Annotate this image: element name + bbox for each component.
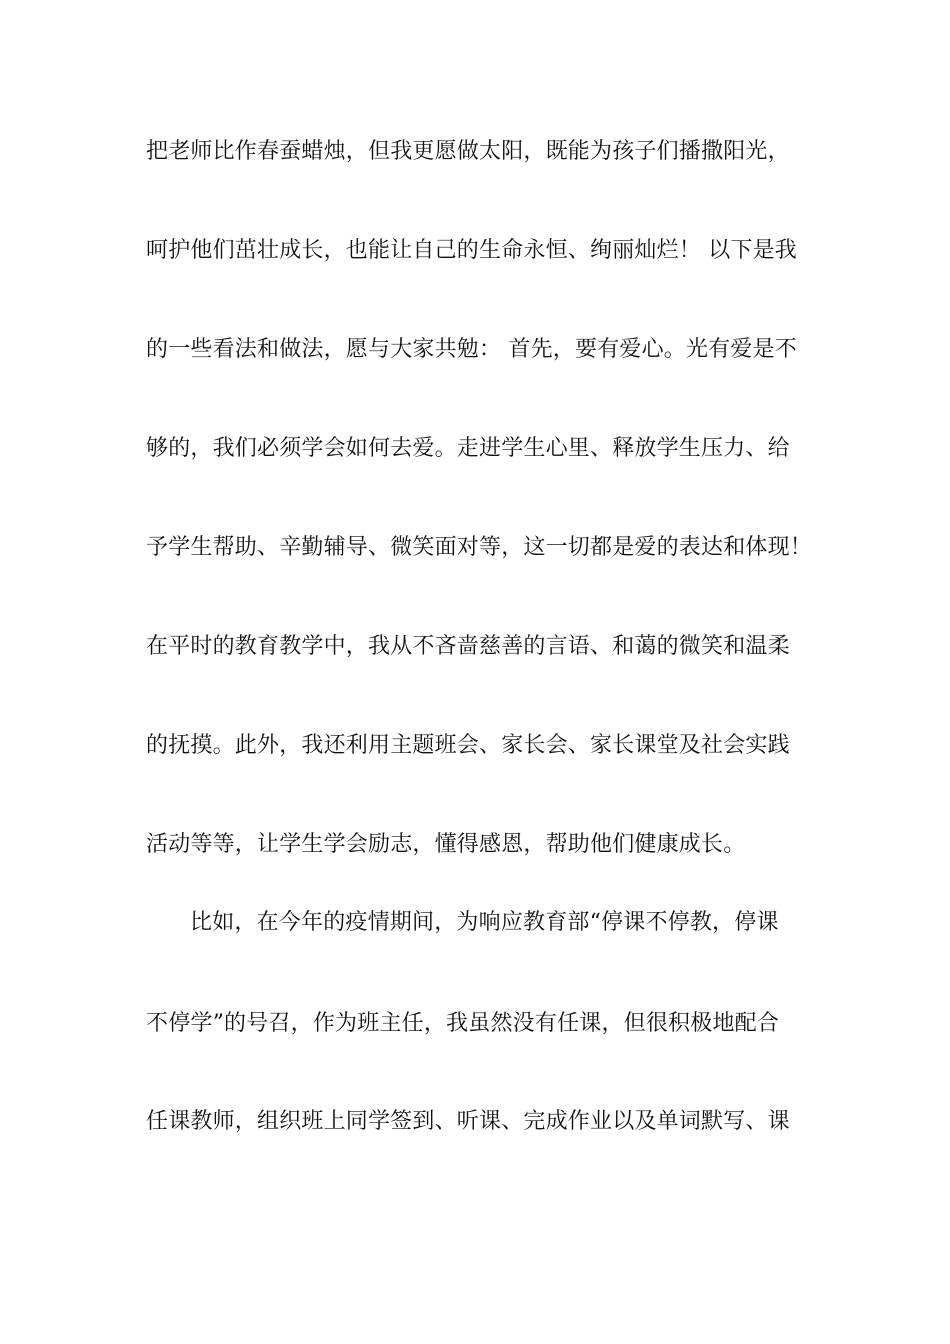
text-line: 任课教师，组织班上同学签到、听课、完成作业以及单词默写、课: [146, 1109, 790, 1134]
text-line: 予学生帮助、辛勤辅导、微笑面对等，这一切都是爱的表达和体现！: [146, 535, 813, 560]
text-line: 的抚摸。此外，我还利用主题班会、家长会、家长课堂及社会实践: [146, 733, 790, 758]
text-line: 呵护他们茁壮成长，也能让自己的生命永恒、绚丽灿烂！ 以下是我: [146, 238, 797, 263]
text-line: 活动等等，让学生学会励志，懂得感恩，帮助他们健康成长。: [146, 832, 746, 857]
text-line: 在平时的教育教学中，我从不吝啬慈善的言语、和蔼的微笑和温柔: [146, 634, 790, 659]
paragraph-first-line: 比如，在今年的疫情期间，为响应教育部“停课不停教，停课: [190, 910, 779, 935]
text-line: 不停学”的号召，作为班主任，我虽然没有任课，但很积极地配合: [146, 1011, 780, 1036]
text-line: 够的，我们必须学会如何去爱。走进学生心里、释放学生压力、给: [146, 436, 790, 461]
text-line: 的一些看法和做法，愿与大家共勉： 首先，要有爱心。光有爱是不: [146, 337, 797, 362]
text-line: 把老师比作春蚕蜡烛，但我更愿做太阳，既能为孩子们播撒阳光，: [146, 139, 790, 164]
